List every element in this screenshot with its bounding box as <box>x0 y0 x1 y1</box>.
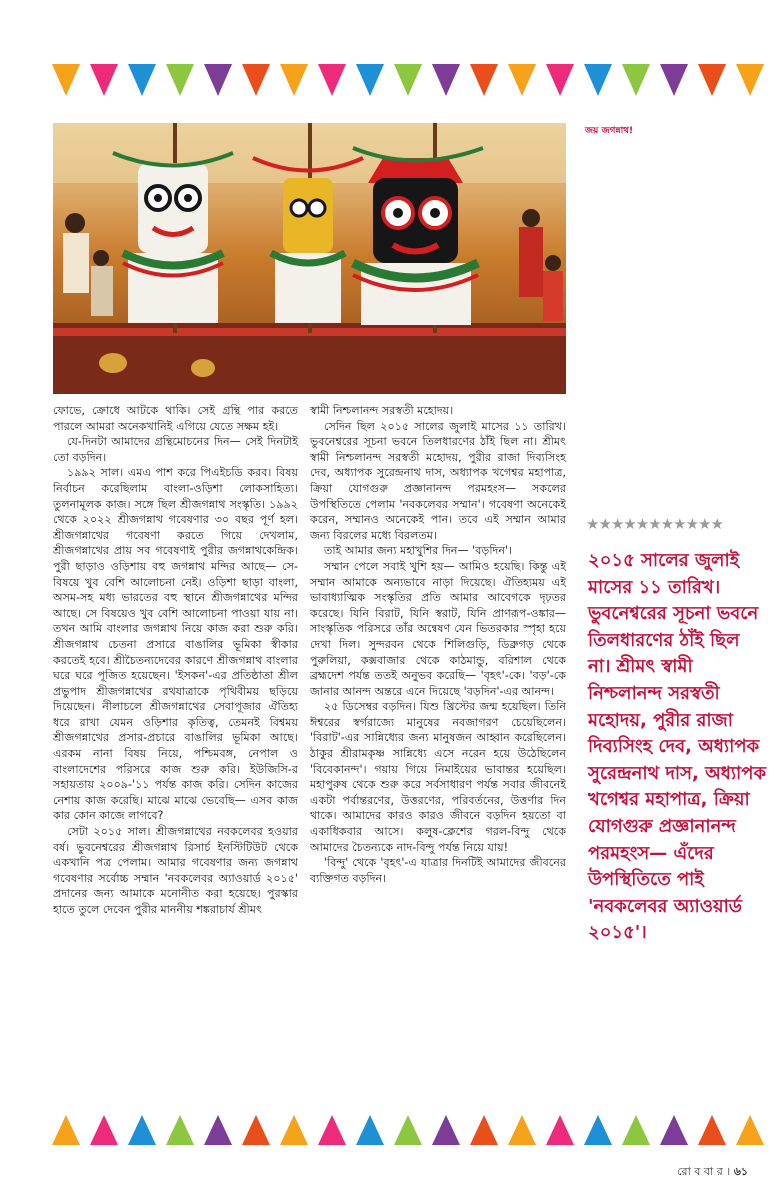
deity-balabhadra <box>123 163 223 323</box>
bunting-triangle <box>318 1115 346 1145</box>
bunting-triangle <box>52 1115 80 1145</box>
bunting-triangle <box>204 64 232 96</box>
bunting-triangle <box>660 1115 688 1145</box>
bottom-bunting <box>0 1113 770 1147</box>
magazine-name: রো ব বা র <box>677 1165 723 1178</box>
bunting-triangle <box>736 64 764 96</box>
bunting-triangle <box>356 1115 384 1145</box>
pullquote-text: ২০১৫ সালের জুলাই মাসের ১১ তারিখ। ভুবনেশ্বরের সূচনা ভবনে তিলধারণের ঠাঁই ছিল না। শ্রীমৎ স্বামী নিশ্চলানন্দ সরস্বতী মহোদয়, পুরীর রাজা দিব্যসিংহ দেব, অধ্যাপক সুরেন্দ্রনাথ দাস, অধ্যাপক খগেশ্বর মহাপাত্র, ক্রিয়া যোগগুরু প্রজ্ঞানানন্দ পরমহংস— এঁদের উপস্থিতিতে পাই 'নবকলেবর অ্যাওয়ার্ড ২০১৫'। <box>588 550 767 944</box>
article-column-2 <box>310 403 566 886</box>
bunting-triangle <box>280 64 308 96</box>
bunting-triangle <box>356 64 384 96</box>
bunting-triangle <box>394 64 422 96</box>
bunting-triangle <box>242 64 270 96</box>
article-paragraph: তাই আমার জন্য মহাখুশির দিন— 'বড়দিন'। <box>324 544 512 558</box>
bunting-top-svg <box>0 62 770 100</box>
bunting-triangle <box>242 1115 270 1145</box>
pullquote-stars: ★★★★★★★★★★★ <box>586 515 723 533</box>
bunting-triangle <box>166 64 194 96</box>
bunting-triangle <box>318 64 346 96</box>
bunting-triangle <box>470 64 498 96</box>
article-paragraph: যে-দিনটা আমাদের গ্রন্থিমোচনের দিন— সেই দিনটাই তো বড়দিন। <box>53 435 298 464</box>
bunting-triangle <box>432 1115 460 1145</box>
bunting-triangle <box>698 64 726 96</box>
bunting-bottom-svg <box>0 1113 770 1147</box>
bunting-triangle <box>204 1115 232 1145</box>
bunting-triangle <box>584 1115 612 1145</box>
bunting-triangle <box>280 1115 308 1145</box>
bunting-triangle <box>394 1115 422 1145</box>
bunting-triangle <box>90 1115 118 1145</box>
bunting-triangle <box>660 64 688 96</box>
article-column-1 <box>53 403 298 918</box>
bunting-triangle <box>432 64 460 96</box>
page-footer <box>677 1163 748 1182</box>
bunting-triangle <box>508 64 536 96</box>
bunting-triangle <box>90 64 118 96</box>
bunting-triangle <box>546 64 574 96</box>
article-paragraph: স্বামী নিশ্চলানন্দ সরস্বতী মহোদয়। <box>310 404 454 417</box>
article-paragraph: সেটা ২০১৫ সাল। শ্রীজগন্নাথের নবকলেবর হওয়ার বর্ষ। ভুবনেশ্বরের শ্রীজগন্নাথ রিসার্চ ইনস্টিটিউট থেকে একখানি পত্র পেলাম। আমার গবেষণার জন্য জগন্নাথ গবেষণার সর্বোচ্চ সম্মান 'নবকলেবর অ্যাওয়ার্ড ২০১৫' প্রদানের জন্য আমাকে মনোনীত করা হয়েছে। পুরস্কার হাতে তুলে দেবেন পুরীর মাননীয় শঙ্করাচার্য শ্রীমৎ <box>53 825 298 916</box>
article-paragraph: ফোভে, ক্রোধে আটকে থাকি। সেই গ্রন্থি পার করতে পারলে আমরা অনেকখানিই এগিয়ে যেতে সক্ষম হই। <box>53 404 298 433</box>
bunting-triangle <box>546 1115 574 1145</box>
bunting-triangle <box>622 64 650 96</box>
article-paragraph: 'বিন্দু' থেকে 'বৃহৎ'-এ যাত্রার দিনটিই আমাদের জীবনের ব্যক্তিগত বড়দিন। <box>310 856 566 885</box>
page-number: ৬১ <box>733 1165 748 1178</box>
article-paragraph: সম্মান পেলে সবাই খুশি হয়— আমিও হয়েছি। কিন্তু এই সম্মান আমাকে অন্যভাবে নাড়া দিয়েছে। ঐতিহ্যময় এই ভাবাধ্যাত্মিক সংস্কৃতির প্রতি আমার আবেগকে দৃঢ়তর করেছে। যিনি বিরাট, যিনি স্বরাট, যিনি প্রাণরূপ-ওঙ্কার— সাংস্কৃতিক পরিসরে তাঁর অন্বেষণ যেন ভিতরকার স্পৃহা হয়ে দেখা দিল। সুন্দরবন থেকে শিলিগুড়ি, ডিব্রুগড় থেকে পুরুলিয়া, কক্সবাজার থেকে কাঠমান্ডু, বরিশাল থেকে ব্রহ্মদেশ পর্যন্ত ততই অনুভব করেছি— 'বৃহৎ'-কে। 'বড়'-কে জানার আনন্দ অন্তরে এনে দিয়েছে 'বড়দিন'-এর আনন্দ। <box>310 559 566 698</box>
bunting-triangle <box>622 1115 650 1145</box>
footer-separator: । <box>722 1165 734 1178</box>
bunting-triangle <box>128 64 156 96</box>
bunting-triangle <box>128 1115 156 1145</box>
jagannath-deities-illustration <box>53 123 566 394</box>
bunting-triangle <box>508 1115 536 1145</box>
article-paragraph: ২৫ ডিসেম্বর বড়দিন। যিশু খ্রিস্টের জন্ম হয়েছিল। তিনি ঈশ্বরের স্বর্গরাজ্যে মানুষের নবজাগরণ চেয়েছিলেন। 'বিরাট'-এর সান্নিধ্যের জন্য মানুষজন আহ্বান করেছিলেন। ঠাকুর শ্রীরামকৃষ্ণ সান্নিধ্যে এসে নরেন হয়ে উঠেছিলেন 'বিবেকানন্দ'। গয়ায় গিয়ে নিমাইয়ের ভাবান্তর হয়েছিল। মহাপুরুষ থেকে শুরু করে সর্বসাধারণ পর্যন্ত সবার জীবনেই একটা পর্বান্তরণের, উত্তরণের, পরিবর্তনের, উত্তর্ণার দিন থাকে। আমাদের কারও কারও জীবনে বড়দিন হয়তো বা একাধিকবার আসে। কলুষ-ক্লেশের গরল-বিন্দু থেকে আমাদের চৈতন্যকে নাদ-বিন্দু পর্যন্ত নিয়ে যায়! <box>310 700 566 854</box>
photo-caption: জয় জগন্নাথ! <box>585 126 634 136</box>
article-paragraph: সেদিন ছিল ২০১৫ সালের জুলাই মাসের ১১ তারিখ। ভুবনেশ্বরের সূচনা ভবনে তিলধারণের ঠাঁই ছিল না। শ্রীমৎ স্বামী নিশ্চলানন্দ সরস্বতী মহোদয়, পুরীর রাজা দিব্যসিংহ দেব, অধ্যাপক সুরেন্দ্রনাথ দাস, অধ্যাপক খগেশ্বর মহাপাত্র, ক্রিয়া যোগগুরু প্রজ্ঞানানন্দ পরমহংস— সকলের উপস্থিতিতে পেলাম 'নবকলেবর সম্মান'। গবেষণা অনেকেই করেন, সম্মানও অনেকেই পান। তবে এই সম্মান আমার জন্য বিরলের মধ্যে বিরলতম। <box>310 419 566 542</box>
bunting-triangle <box>470 1115 498 1145</box>
top-bunting <box>0 62 770 100</box>
deity-photo <box>53 123 566 394</box>
bunting-triangle <box>52 64 80 96</box>
article-paragraph: ১৯৯২ সাল। এমএ পাশ করে পিএইচডি করব। বিষয় নির্বাচন করেছিলাম বাংলা-ওড়িশা লোকসাহিত্য। তুলনামূলক কাজ। সঙ্গে ছিল শ্রীজগন্নাথ সংস্কৃতি। ১৯৯২ থেকে ২০২২ শ্রীজগন্নাথ গবেষণার ৩০ বছর পূর্ণ হল। শ্রীজগন্নাথের গবেষণা করতে গিয়ে দেখলাম, শ্রীজগন্নাথের প্রায় সব গবেষণাই পুরীর জগন্নাথকেন্দ্রিক। পুরী ছাড়াও ওড়িশায় বহু জগন্নাথ মন্দির আছে— সে-বিষয়ে খুব বেশি আলোচনা নেই। ওড়িশা ছাড়া বাংলা, অসম-সহ মধ্য ভারতের বহু স্থানে শ্রীজগন্নাথের মন্দির আছে। সে বিষয়েও খুব বেশি আলোচনা পাওয়া যায় না। তখন আমি বাংলার জগন্নাথ নিয়ে কাজ করা শুরু করি। শ্রীজগন্নাথ চেতনা প্রসারে বাঙালির ভূমিকা স্বীকার করতেই হবে। শ্রীচৈতন্যদেবের কারণে শ্রীজগন্নাথ বাংলার ঘরে ঘরে পূজিত হয়েছেন। 'ইসকন'-এর প্রতিষ্ঠাতা শ্রীল প্রভুপাদ শ্রীজগন্নাথের রথযাত্রাকে পৃথিবীময় ছড়িয়ে দিয়েছেন। নীলাচলে শ্রীজগন্নাথের সেবাপূজার ঐতিহ্য ধরে রাখা যেমন ওড়িশার কৃতিত্ব, তেমনই বিশ্বময় শ্রীজগন্নাথের প্রসার-প্রচারে বাঙালির ভূমিকা আছে। এরকম নানা বিষয় নিয়ে, পশ্চিমবঙ্গ, নেপাল ও বাংলাদেশের পরিসরে কাজ শুরু করি। ইউজিসি-র সহায়তায় ২০০৯-'১১ পর্যন্ত কাজ করি। সেদিন কাজের নেশায় কাজ করেছি। মাঝে মাঝে ভেবেছি— এসব কাজ কার কোন কাজে লাগবে? <box>53 466 298 823</box>
bunting-triangle <box>698 1115 726 1145</box>
bunting-triangle <box>584 64 612 96</box>
bunting-triangle <box>736 1115 764 1145</box>
bunting-triangle <box>166 1115 194 1145</box>
